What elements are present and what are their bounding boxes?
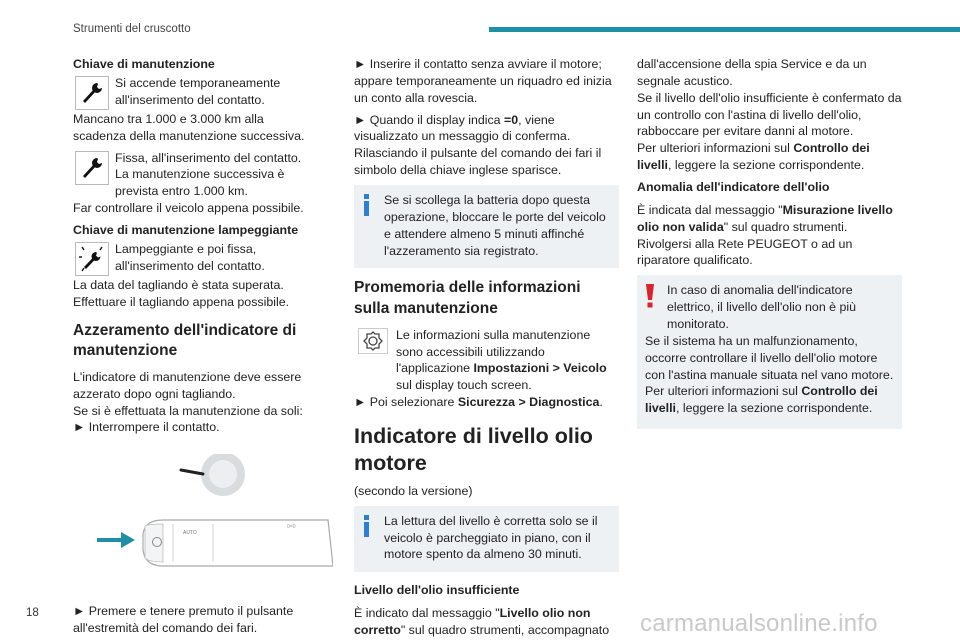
header-accent-bar bbox=[489, 27, 960, 32]
maintenance-key-fixed-row bbox=[73, 150, 318, 201]
info-icon bbox=[362, 194, 372, 221]
blinking-text-2: La data del tagliando è stata superata. bbox=[73, 277, 284, 292]
reset-heading: Azzeramento dell'indicatore di manutenzione bbox=[73, 321, 297, 359]
section-title: Strumenti del cruscotto bbox=[73, 23, 191, 35]
page-number: 18 bbox=[26, 607, 39, 619]
maintenance-key-title: Chiave di manutenzione bbox=[73, 57, 215, 71]
reset-step-1: ► Interrompere il contatto. bbox=[73, 420, 220, 435]
reset-step-4 bbox=[354, 112, 619, 179]
anomaly-text-a: È indicata dal messaggio " bbox=[637, 202, 783, 217]
reminder-text-a: Le informazioni sulla manutenzione sono accessibili utilizzando l'applicazione bbox=[396, 327, 591, 376]
reset-paragraph-1: L'indicatore di manutenzione deve essere azzerato dopo ogni tagliando. bbox=[73, 369, 302, 401]
reminder-step-b: Sicurezza > Diagnostica bbox=[457, 395, 600, 410]
info-note-level bbox=[354, 506, 619, 573]
anomaly-text bbox=[637, 202, 902, 236]
reset-step-3: ► Inserire il contatto senza avviare il motore; appare temporaneamente un riquadro ed inizia un conto alla rovescia. bbox=[354, 57, 612, 105]
step4-text-d: Rilasciando il pulsante del comando dei fari il simbolo della chiave inglese sparisce. bbox=[354, 146, 602, 178]
reminder-step bbox=[354, 394, 619, 411]
anomaly-text-c: " sul quadro strumenti. bbox=[723, 219, 848, 234]
blinking-text-3: Effettuare il tagliando appena possibile. bbox=[73, 294, 290, 309]
step4-text-a: ► Quando il display indica bbox=[354, 112, 505, 127]
cont-p3-b: Controllo dei livelli bbox=[637, 141, 870, 173]
continued-paragraph-1: dall'accensione della spia Service e da un segnale acustico. bbox=[637, 57, 867, 88]
reminder-text-first bbox=[396, 327, 619, 394]
info-note-text: Se si scollega la batteria dopo questa operazione, bloccare le porte del veicolo e attendere almeno 5 minuti affinché l'azzeramento sia registrato. bbox=[384, 193, 606, 258]
headlamp-stalk-figure bbox=[73, 454, 333, 589]
insufficient-text bbox=[354, 605, 619, 639]
anomaly-text-b: Misurazione livello olio non valida bbox=[637, 202, 893, 234]
warn-p3-c: , leggere la sezione corrispondente. bbox=[676, 401, 873, 416]
reminder-heading: Promemoria delle informazioni sulla manutenzione bbox=[354, 279, 581, 317]
fixed-text-3: Far controllare il veicolo appena possibile. bbox=[73, 201, 304, 216]
blinking-wrench-icon bbox=[73, 241, 111, 277]
blinking-text-1: Lampeggiante e poi fissa, all'inserimento del contatto. bbox=[115, 241, 265, 273]
reminder-text-b: Impostazioni > Veicolo bbox=[473, 361, 607, 376]
column-2 bbox=[354, 56, 619, 640]
info-icon bbox=[362, 515, 372, 542]
column-3 bbox=[637, 56, 902, 439]
fixed-text-2: La manutenzione successiva è prevista entro 1.000 km. bbox=[115, 167, 285, 199]
wrench-icon bbox=[73, 75, 111, 111]
warning-text-1: In caso di anomalia dell'indicatore elettrico, il livello dell'olio non è più monitorato. bbox=[667, 283, 857, 332]
anomaly-title: Anomalia dell'indicatore dell'olio bbox=[637, 180, 830, 195]
maintenance-key-text-2: Mancano tra 1.000 e 3.000 km alla scadenza della manutenzione successiva. bbox=[73, 111, 305, 143]
maintenance-key-row bbox=[73, 75, 318, 111]
warning-note bbox=[637, 275, 902, 429]
continued-paragraph-3 bbox=[637, 140, 902, 174]
reminder-row bbox=[354, 327, 619, 394]
anomaly-paragraph-2: Rivolgersi alla Rete PEUGEOT o ad un riparatore qualificato. bbox=[637, 236, 853, 268]
warn-p3-b: Controllo dei livelli bbox=[645, 384, 878, 416]
warn-p3-a: Per ulteriori informazioni sul bbox=[645, 384, 802, 399]
oil-level-heading: Indicatore di livello olio motore bbox=[354, 424, 593, 475]
auto-label: AUTO bbox=[183, 530, 197, 537]
reminder-text-c: sul display touch screen. bbox=[396, 378, 532, 393]
reminder-step-a: ► Poi selezionare bbox=[354, 395, 458, 410]
reminder-step-c: . bbox=[599, 395, 603, 410]
column-1 bbox=[73, 56, 318, 637]
insufficient-text-b: Livello olio non corretto bbox=[354, 606, 591, 637]
cont-p3-c: , leggere la sezione corrispondente. bbox=[668, 158, 865, 173]
info-note-level-text: La lettura del livello è corretta solo se il veicolo è parcheggiato in piano, con il motore spento da almeno 30 minuti. bbox=[384, 513, 598, 562]
watermark: carmanualsonline.info bbox=[640, 610, 878, 637]
reset-step-2: ► Premere e tenere premuto il pulsante all'estremità del comando dei fari. bbox=[73, 604, 294, 636]
reset-paragraph-2: Se si è effettuata la manutenzione da soli: bbox=[73, 403, 303, 418]
blinking-key-title: Chiave di manutenzione lampeggiante bbox=[73, 223, 299, 238]
info-note-battery bbox=[354, 185, 619, 268]
insufficient-text-c: " sul quadro strumenti, accompagnato bbox=[400, 622, 610, 637]
fixed-text-1: Fissa, all'inserimento del contatto. bbox=[115, 150, 302, 165]
settings-gear-icon bbox=[354, 327, 392, 355]
blinking-key-row bbox=[73, 241, 318, 277]
wrench-icon bbox=[73, 150, 111, 186]
insufficient-title: Livello dell'olio insufficiente bbox=[354, 583, 520, 598]
cont-p3-a: Per ulteriori informazioni sul bbox=[637, 141, 794, 156]
warning-text-3 bbox=[645, 383, 894, 417]
maintenance-key-text-1: Si accende temporaneamente all'inserimento del contatto. bbox=[115, 75, 281, 107]
warning-text-2: Se il sistema ha un malfunzionamento, occorre controllare il livello dell'olio motore con l'astina manuale situata nel vano motore. bbox=[645, 333, 894, 382]
step4-text-c: , viene visualizzato un messaggio di conferma. bbox=[354, 112, 571, 144]
continued-paragraph-2: Se il livello dell'olio insufficiente è confermato da un controllo con l'astina di livello dell'olio, rabboccare per evitare danni al motore. bbox=[637, 90, 902, 139]
off-label: 0=0 bbox=[287, 524, 296, 531]
insufficient-text-a: È indicato dal messaggio " bbox=[354, 606, 500, 621]
warning-icon bbox=[645, 284, 655, 313]
oil-version-note: (secondo la versione) bbox=[354, 483, 473, 498]
step4-text-b: =0 bbox=[504, 112, 519, 127]
